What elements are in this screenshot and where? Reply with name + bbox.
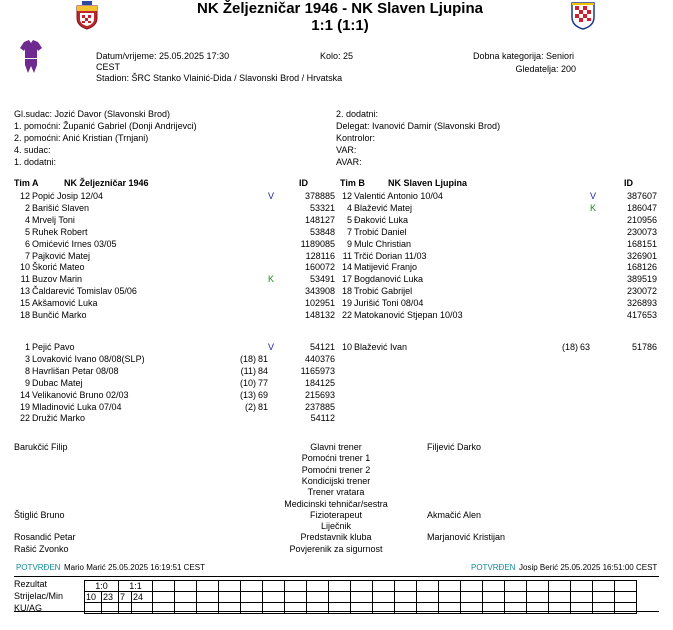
official-row: 2. pomoćni: Anić Kristian (Trnjani) — [14, 133, 149, 143]
sub-number: 22 — [19, 413, 30, 424]
staff-role: Glavni trener — [310, 442, 362, 452]
staff-b-name: Filjević Darko — [427, 442, 482, 452]
player-id: 53491 — [309, 274, 335, 285]
sub-name: Pejić Pavo — [32, 342, 75, 352]
official-row: 1. dodatni: — [14, 157, 57, 167]
team-a-label: Tim A — [14, 178, 39, 188]
sub-name: Velikanović Bruno 02/03 — [32, 389, 129, 400]
player-name: Matokanović Stjepan 10/03 — [354, 310, 463, 320]
scorer-cell: 23 — [102, 592, 119, 603]
team-b-confirm-text: Josip Berić 25.05.2025 16:51:00 CEST — [519, 563, 658, 572]
player-number: 12 — [19, 191, 30, 201]
player-id: 53321 — [309, 202, 335, 213]
sub-minute: (18) — [239, 353, 256, 364]
match-stadium: Stadion: ŠRC Stanko Vlainić-Dida / Slavonski Brod / Hrvatska — [96, 73, 343, 83]
sub-replaced-number: 69 — [257, 389, 268, 400]
player-id: 417653 — [626, 310, 657, 320]
sub-id: 440376 — [304, 353, 335, 364]
sub-replaced-number: 84 — [257, 365, 268, 376]
sub-minute: (2) — [245, 401, 256, 412]
player-id: 160072 — [304, 262, 335, 273]
player-number: 15 — [19, 298, 30, 309]
player-id: 210956 — [626, 214, 657, 225]
official-row: VAR: — [336, 145, 357, 155]
staff-role: Pomoćni trener 1 — [301, 453, 371, 464]
player-name: Ruhek Robert — [32, 226, 88, 237]
player-number: 19 — [341, 298, 352, 309]
sub-id: 54112 — [310, 413, 335, 424]
staff-role: Pomoćni trener 2 — [301, 464, 371, 475]
player-mark: K — [590, 202, 597, 213]
result-table — [84, 580, 637, 614]
player-number: 4 — [24, 214, 30, 225]
staff-a-name: Rašić Zvonko — [14, 543, 69, 554]
sub-name: Havrlišan Petar 08/08 — [32, 365, 119, 376]
sub-minute: (18) — [561, 342, 578, 352]
match-round: Kolo: 25 — [320, 51, 354, 61]
player-name: Trobić Gabrijel — [354, 286, 413, 297]
player-id: 168151 — [626, 238, 657, 249]
player-name: Omićević Irnes 03/05 — [32, 238, 117, 249]
scorer-cell: 7 — [119, 592, 132, 603]
staff-role: Fizioterapeut — [309, 509, 363, 520]
player-name: Trčić Dorian 11/03 — [354, 250, 427, 261]
staff-b-name: Marjanović Kristijan — [427, 532, 506, 543]
scorer-cell: 24 — [131, 592, 152, 603]
ku-ag-label: KU/AG — [14, 603, 43, 613]
staff-b-name: Akmačić Alen — [427, 509, 482, 520]
sub-minute: (10) — [239, 377, 256, 388]
officials-left — [14, 108, 197, 168]
sub-id: 51786 — [631, 342, 657, 352]
player-name: Škorić Mateo — [32, 262, 85, 273]
sub-number: 3 — [24, 353, 30, 364]
player-number: 18 — [19, 310, 30, 320]
player-mark: K — [268, 274, 275, 285]
player-name: Pajković Matej — [32, 250, 91, 261]
player-id: 102951 — [304, 298, 335, 309]
player-id: 230073 — [626, 226, 657, 237]
player-mark: V — [268, 191, 275, 201]
player-id: 326901 — [626, 250, 657, 261]
player-id: 186047 — [626, 202, 657, 213]
team-a-confirm-text: Mario Marić 25.05.2025 16:19:51 CEST — [64, 563, 205, 572]
player-name: Buzov Marin — [32, 274, 83, 285]
sub-replaced-number: 81 — [257, 353, 268, 364]
away-club-logo — [570, 0, 596, 30]
sub-id: 184125 — [304, 377, 335, 388]
player-number: 22 — [341, 310, 352, 320]
player-number: 4 — [346, 202, 352, 213]
sub-replaced-number: 77 — [257, 377, 268, 388]
staff-a-name: Rosandić Petar — [14, 532, 76, 543]
player-name: Matijević Franjo — [354, 262, 418, 273]
player-number: 9 — [346, 238, 352, 249]
player-number: 2 — [24, 202, 30, 213]
player-number: 5 — [24, 226, 30, 237]
staff-role: Medicinski tehničar/sestra — [284, 498, 388, 509]
team-a-name: NK Željezničar 1946 — [64, 178, 149, 188]
team-b-name: NK Slaven Ljupina — [388, 178, 468, 188]
sub-number: 8 — [24, 365, 30, 376]
scorer-cell: 10 — [85, 592, 102, 603]
team-b-confirm-status: POTVRĐEN — [471, 563, 516, 572]
team-b-label: Tim B — [340, 178, 365, 188]
player-id: 168126 — [626, 262, 657, 273]
sub-replaced-number: 63 — [579, 342, 590, 352]
official-row: 2. dodatni: — [336, 109, 379, 119]
player-id: 378885 — [304, 191, 335, 201]
home-club-logo — [74, 0, 100, 30]
sub-number: 14 — [19, 389, 30, 400]
sub-minute: (13) — [239, 389, 256, 400]
player-id: 230072 — [626, 286, 657, 297]
sub-name: Dubac Matej — [32, 377, 83, 388]
match-spectators: Gledatelja: 200 — [515, 64, 576, 74]
sub-number: 10 — [341, 342, 352, 352]
player-name: Čaldarević Tomislav 05/06 — [32, 286, 137, 297]
official-row: 4. sudac: — [14, 145, 51, 155]
staff-role: Liječnik — [320, 521, 351, 532]
player-number: 17 — [341, 274, 352, 285]
official-row: 1. pomoćni: Županić Gabriel (Donji Andrijevci) — [14, 121, 197, 131]
player-number: 12 — [341, 191, 352, 201]
official-row: Delegat: Ivanović Damir (Slavonski Brod) — [336, 121, 501, 131]
match-title: NK Željezničar 1946 - NK Slaven Ljupina — [197, 0, 483, 17]
staff-role: Predstavnik kluba — [300, 532, 372, 543]
staff-a-name: Barukčić Filip — [14, 442, 68, 452]
jersey-icon — [20, 40, 42, 74]
official-row: AVAR: — [336, 157, 362, 167]
sub-replaced-number: 81 — [257, 401, 268, 412]
sub-id: 237885 — [304, 401, 335, 412]
player-mark: V — [590, 191, 597, 201]
score-cell: 1:1 — [119, 581, 153, 592]
player-number: 5 — [346, 214, 352, 225]
player-name: Jurišić Toni 08/04 — [354, 298, 424, 309]
player-id: 148132 — [304, 310, 335, 320]
player-name: Mrvelj Toni — [32, 214, 75, 225]
player-number: 13 — [19, 286, 30, 297]
player-number: 7 — [24, 250, 30, 261]
player-name: Blažević Matej — [354, 202, 413, 213]
team-a-confirm-status: POTVRĐEN — [16, 563, 61, 572]
scorer-label: Strijelac/Min — [14, 591, 64, 601]
staff-role: Povjerenik za sigurnost — [289, 543, 383, 554]
sub-name: Blažević Ivan — [354, 342, 408, 352]
staff-role: Kondicijski trener — [301, 475, 371, 486]
staff-role: Trener vratara — [307, 487, 365, 498]
player-name: Đaković Luka — [354, 214, 409, 225]
player-id: 343908 — [304, 286, 335, 297]
player-id: 1189085 — [300, 238, 335, 249]
player-name: Mulc Christian — [354, 238, 412, 249]
official-row: Kontrolor: — [336, 133, 376, 143]
sub-name: Mladinović Luka 07/04 — [32, 401, 122, 412]
player-name: Bunčić Marko — [32, 310, 87, 320]
score-cell: 1:0 — [85, 581, 119, 592]
sub-minute: (11) — [240, 365, 256, 376]
sub-number: 19 — [19, 401, 30, 412]
match-category: Dobna kategorija: Seniori — [473, 51, 575, 61]
sub-id: 54121 — [309, 342, 335, 352]
result-label: Rezultat — [14, 579, 48, 589]
player-id: 389519 — [626, 274, 657, 285]
player-id: 53848 — [309, 226, 335, 237]
player-name: Akšamović Luka — [32, 298, 98, 309]
player-name: Barišić Slaven — [32, 202, 90, 213]
player-number: 11 — [342, 250, 352, 261]
player-number: 11 — [20, 274, 30, 285]
player-number: 14 — [341, 262, 352, 273]
sub-id: 1165973 — [300, 365, 335, 376]
player-number: 10 — [19, 262, 30, 273]
sub-id: 215693 — [304, 389, 335, 400]
sub-name: Družić Marko — [32, 413, 86, 424]
player-id: 387607 — [626, 191, 657, 201]
player-number: 7 — [346, 226, 352, 237]
officials-right — [336, 108, 500, 168]
official-row: Gl.sudac: Jozić Davor (Slavonski Brod) — [14, 109, 171, 119]
sub-number: 9 — [24, 377, 30, 388]
sub-number: 1 — [24, 342, 30, 352]
match-datetime: Datum/vrijeme: 25.05.2025 17:30 — [96, 51, 230, 61]
player-name: Bogdanović Luka — [354, 274, 424, 285]
sub-name: Lovaković Ivano 08/08(SLP) — [32, 353, 145, 364]
player-id: 326893 — [626, 298, 657, 309]
staff-a-name: Štiglić Bruno — [14, 509, 65, 520]
player-number: 18 — [341, 286, 352, 297]
player-name: Valentić Antonio 10/04 — [354, 191, 443, 201]
player-name: Popić Josip 12/04 — [32, 191, 104, 201]
player-number: 6 — [24, 238, 30, 249]
player-id: 148127 — [304, 214, 335, 225]
team-b-id-header: ID — [624, 178, 633, 188]
player-id: 128116 — [305, 250, 335, 261]
match-timezone: CEST — [96, 62, 121, 72]
player-name: Trobić Daniel — [354, 226, 407, 237]
match-score: 1:1 (1:1) — [311, 17, 369, 34]
sub-mark: V — [268, 342, 275, 352]
team-a-id-header: ID — [299, 178, 308, 188]
